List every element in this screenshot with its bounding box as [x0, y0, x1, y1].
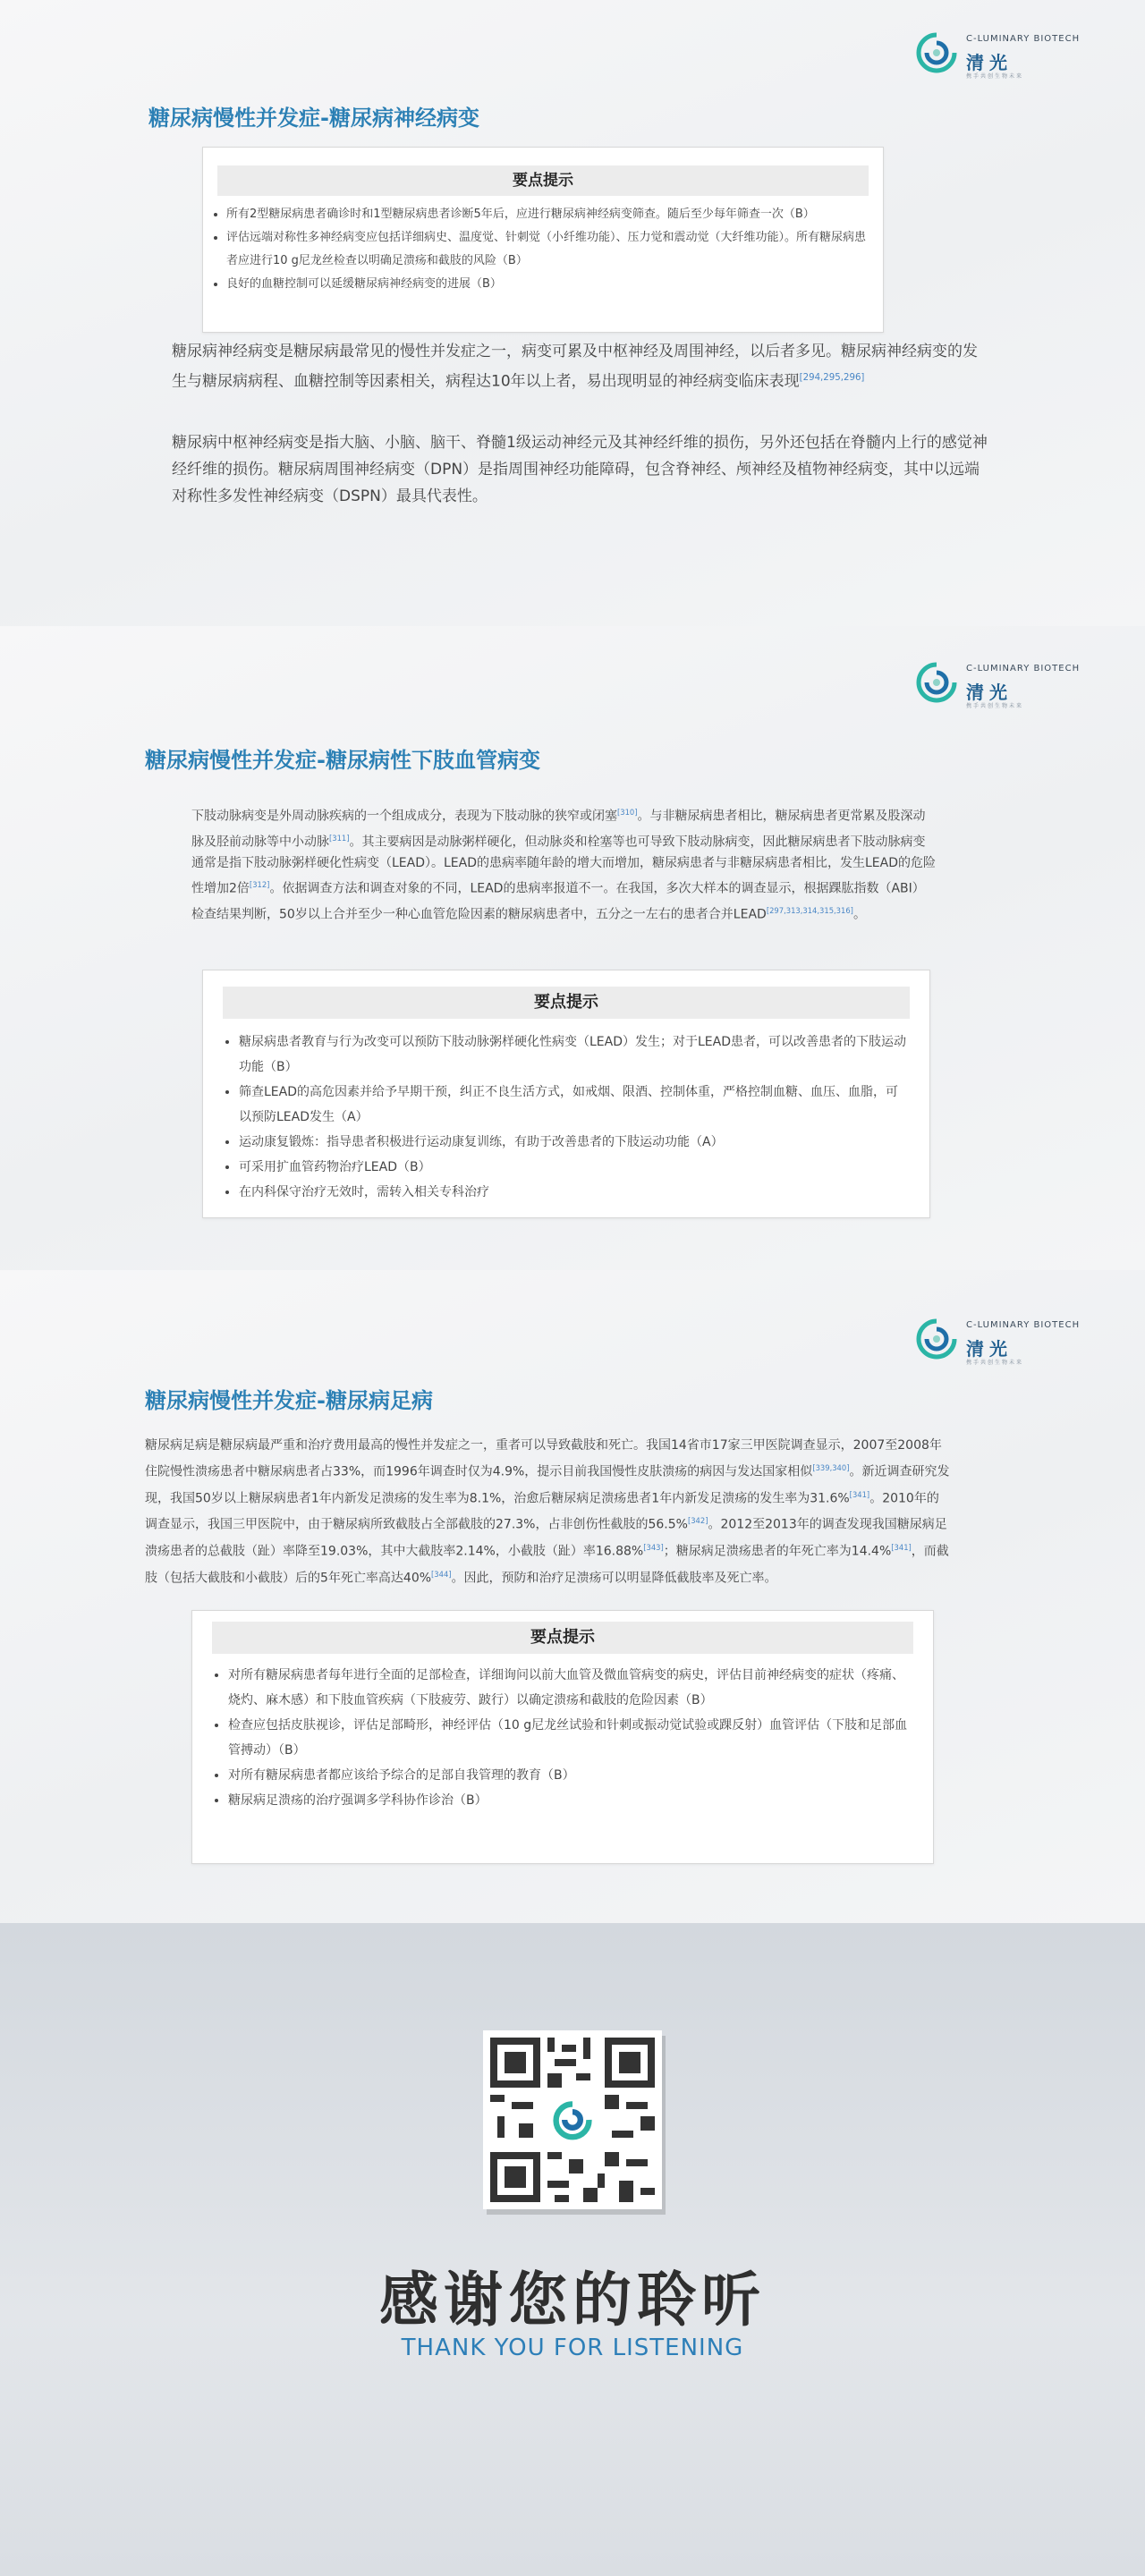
page-title: 糖尿病慢性并发症-糖尿病足病: [145, 1388, 433, 1413]
slide-diabetic-foot: [0, 1270, 1145, 1923]
logo-slogan: 携手共创生物未来: [966, 703, 1024, 709]
citation: [310]: [617, 808, 638, 817]
logo-slogan: 携手共创生物未来: [966, 1360, 1024, 1366]
body-paragraph: 糖尿病足病是糖尿病最严重和治疗费用最高的慢性并发症之一，重者可以导致截肢和死亡。我国14省市17家三甲医院调查显示，2007至2008年住院慢性溃疡患者中糖尿病患者占33%，而1996年调查时仅为4.9%，提示目前我国慢性皮肤溃疡的病因与发达国家相似[339,340]。新近调查研究发现，我国50岁以上糖尿病患者1年内新发足溃疡的发生率为8.1%，治愈后糖尿病足溃疡患者1年内新发足溃疡的发生率为31.6%[341]。2010年的调查显示，我国三甲医院中，由于糖尿病所致截肢占全部截肢的27.3%，占非创伤性截肢的56.5%[342]。2012至2013年的调查发现我国糖尿病足溃疡患者的总截肢（趾）率降至19.03%，其中大截肢率2.14%，小截肢（趾）率16.88%[343]；糖尿病足溃疡患者的年死亡率为14.4%[341]，而截肢（包括大截肢和小截肢）后的5年死亡率高达40%[344]。因此，预防和治疗足溃疡可以明显降低截肢率及死亡率。: [145, 1438, 950, 1586]
company-logo: [914, 657, 1102, 714]
list-item: • 筛查LEAD的高危因素并给予早期干预，纠正不良生活方式，如戒烟、限酒、控制体重，严格控制血糖、血压、血脂，可以预防LEAD发生（A）: [239, 1080, 910, 1130]
qr-code-icon: [483, 2030, 662, 2209]
list-item: • 检查应包括皮肤视诊，评估足部畸形，神经评估（10 g尼龙丝试验和针刺或振动觉试验或踝反射）血管评估（下肢和足部血管搏动）（B）: [228, 1713, 913, 1763]
key-points-box: [202, 970, 930, 1218]
logo-chinese: 清光: [966, 682, 1013, 703]
citation: [343]: [643, 1542, 664, 1552]
key-points-title: 要点提示: [212, 1622, 913, 1654]
list-item: • 所有2型糖尿病患者确诊时和1型糖尿病患者诊断5年后，应进行糖尿病神经病变筛查。随后至少每年筛查一次（B）: [226, 203, 869, 226]
body-paragraph: 糖尿病中枢神经病变是指大脑、小脑、脑干、脊髓1级运动神经元及其神经纤维的损伤，另外还包括在脊髓内上行的感觉神经纤维的损伤。糖尿病周围神经病变（DPN）是指周围神经功能障碍，包含脊神经、颅神经及植物神经病变，其中以远端对称性多发性神经病变（DSPN）最具代表性。: [172, 434, 988, 505]
qr-code: [483, 2030, 662, 2209]
logo-english: C-LUMINARY BIOTECH: [966, 1320, 1081, 1330]
thank-you-english: THANK YOU FOR LISTENING: [401, 2334, 744, 2361]
citation: [344]: [431, 1569, 452, 1579]
list-item: • 评估远端对称性多神经病变应包括详细病史、温度觉、针刺觉（小纤维功能）、压力觉和震动觉（大纤维功能）。所有糖尿病患者应进行10 g尼龙丝检查以明确足溃疡和截肢的风险（B）: [226, 226, 869, 273]
logo-english: C-LUMINARY BIOTECH: [966, 664, 1081, 674]
company-logo: [914, 1313, 1102, 1370]
page-title: 糖尿病慢性并发症-糖尿病神经病变: [148, 106, 479, 131]
logo-english: C-LUMINARY BIOTECH: [966, 34, 1081, 44]
list-item: • 良好的血糖控制可以延缓糖尿病神经病变的进展（B）: [226, 273, 869, 296]
logo-chinese: 清光: [966, 1338, 1013, 1360]
citation: [312]: [249, 880, 270, 890]
slide-lower-limb: [0, 626, 1145, 1270]
citation: [311]: [329, 833, 350, 843]
slide-neuropathy: [0, 0, 1145, 626]
body-paragraph: 下肢动脉病变是外周动脉疾病的一个组成成分，表现为下肢动脉的狭窄或闭塞[310]。与非糖尿病患者相比，糖尿病患者更常累及股深动脉及胫前动脉等中小动脉[311]。其主要病因是动脉粥样硬化，但动脉炎和栓塞等也可导致下肢动脉病变，因此糖尿病患者下肢动脉病变通常是指下肢动脉粥样硬化性病变（LEAD）。LEAD的患病率随年龄的增大而增加，糖尿病患者与非糖尿病患者相比，发生LEAD的危险性增加2倍[312]。依据调查方法和调查对象的不同，LEAD的患病率报道不一。在我国，多次大样本的调查显示，根据踝肱指数（ABI）检查结果判断，50岁以上合并至少一种心血管危险因素的糖尿病患者中，五分之一左右的患者合并LEAD[297,313,314,315,316]。: [191, 808, 937, 922]
citation: [341]: [849, 1489, 870, 1499]
citation: [294,295,296]: [799, 373, 865, 383]
citation: [341]: [891, 1542, 912, 1552]
logo-swirl-icon: [914, 660, 959, 705]
list-item: • 对所有糖尿病患者每年进行全面的足部检查，详细询问以前大血管及微血管病变的病史，评估目前神经病变的症状（疼痛、烧灼、麻木感）和下肢血管疾病（下肢疲劳、跛行）以确定溃疡和截肢的危险因素（B）: [228, 1663, 913, 1713]
page-title: 糖尿病慢性并发症-糖尿病性下肢血管病变: [145, 748, 540, 773]
list-item: • 可采用扩血管药物治疗LEAD（B）: [239, 1155, 910, 1180]
company-logo: [914, 27, 1102, 84]
logo-slogan: 携手共创生物未来: [966, 73, 1024, 80]
list-item: • 运动康复锻炼：指导患者积极进行运动康复训练，有助于改善患者的下肢运动功能（A）: [239, 1130, 910, 1155]
slide-thank-you: [0, 1923, 1145, 2576]
key-points-box: [191, 1610, 934, 1864]
citation: [339,340]: [812, 1463, 850, 1472]
list-item: • 对所有糖尿病患者都应该给予综合的足部自我管理的教育（B）: [228, 1763, 913, 1788]
list-item: • 糖尿病足溃疡的治疗强调多学科协作诊治（B）: [228, 1788, 913, 1813]
key-points-box: [202, 147, 884, 333]
list-item: • 在内科保守治疗无效时，需转入相关专科治疗: [239, 1180, 910, 1205]
citation: [297,313,314,315,316]: [766, 905, 853, 915]
thank-you-chinese: 感谢您的聆听: [379, 2266, 766, 2334]
logo-chinese: 清光: [966, 52, 1013, 73]
key-points-title: 要点提示: [223, 987, 910, 1019]
logo-swirl-icon: [914, 1317, 959, 1361]
key-points-title: 要点提示: [217, 165, 869, 196]
body-paragraph: 糖尿病神经病变是糖尿病最常见的慢性并发症之一，病变可累及中枢神经及周围神经，以后者多见。糖尿病神经病变的发生与糖尿病病程、血糖控制等因素相关，病程达10年以上者，易出现明显的神经病变临床表现[294,295,296]: [172, 343, 978, 391]
citation: [342]: [687, 1516, 708, 1526]
logo-swirl-icon: [914, 30, 959, 75]
list-item: • 糖尿病患者教育与行为改变可以预防下肢动脉粥样硬化性病变（LEAD）发生；对于LEAD患者，可以改善患者的下肢运动功能（B）: [239, 1030, 910, 1080]
